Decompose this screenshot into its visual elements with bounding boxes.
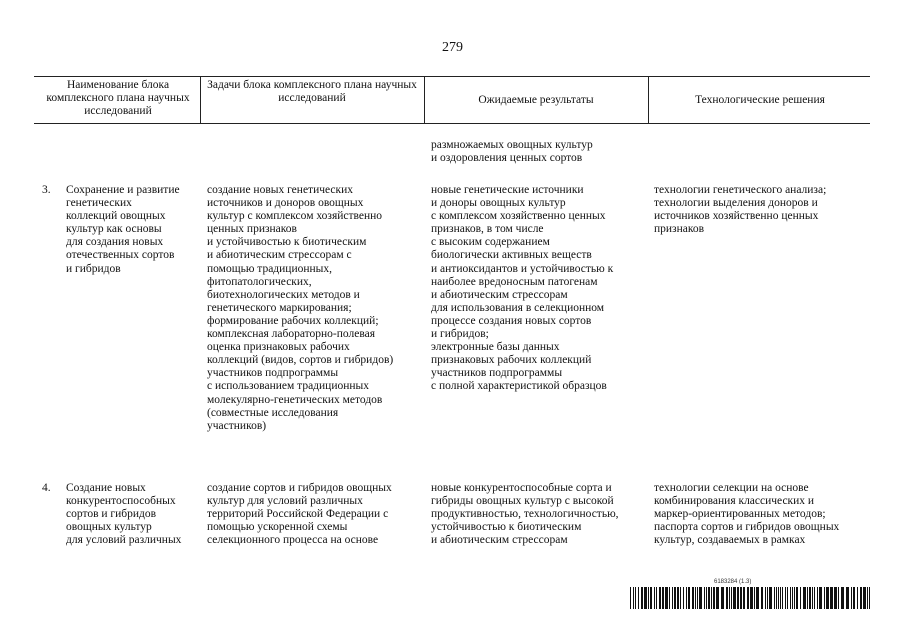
row-number: 3. [42,184,51,196]
header-block-name: Наименование блока комплексного плана научных исследований [46,79,190,117]
row-block-name: Сохранение и развитие генетических коллекций овощных культур как основы для создания новых отечественных сортов и гибридов [66,184,180,275]
barcode-label: 6183284 (1.3) [714,579,752,585]
barcode-icon [630,587,870,609]
header-block-tasks: Задачи блока комплексного плана научных исследований [207,79,417,104]
column-divider [648,76,649,123]
column-divider [200,76,201,123]
header-expected-results: Ожидаемые результаты [478,94,594,106]
table-header-bottom-border [34,123,870,124]
row-expected-results: новые генетические источники и доноры овощных культур с комплексом хозяйственно ценных признаков, в том числе с высоким содержанием биологически активных веществ и антиоксидантов и устойчивостью к наиболее вредоносным патогенам и абиотическим стрессорам для использования в селекционном процессе создания новых сортов и гибридов; электронные базы данных признаковых рабочих коллекций участников подпрограммы с полной характеристикой образцов [431,184,614,393]
page-number: 279 [442,40,463,55]
row-number: 4. [42,482,51,494]
row-block-tasks: создание новых генетических источников и доноров овощных культур с комплексом хозяйственно ценных признаков и устойчивостью к биотическим и абиотическим стрессорам с помощью традиционных, фитопатологических, биотехнологических методов и генетического маркирования; формирование рабочих коллекций; комплексная лабораторно-полевая оценка признаковых рабочих коллекций (видов, сортов и гибридов) участников подпрограммы с использованием традиционных молекулярно-генетических методов (совместные исследования участников) [207,184,394,432]
continuation-results: размножаемых овощных культур и оздоровления ценных сортов [431,139,593,165]
row-expected-results: новые конкурентоспособные сорта и гибриды овощных культур с высокой продуктивностью, технологичностью, устойчивостью к биотическим и абиотическим стрессорам [431,482,619,547]
row-block-name: Создание новых конкурентоспособных сортов и гибридов овощных культур для условий различных [66,482,182,547]
row-tech-solutions: технологии селекции на основе комбинирования классических и маркер-ориентированных методов; паспорта сортов и гибридов овощных культур, создаваемых в рамках [654,482,840,547]
row-tech-solutions: технологии генетического анализа; технологии выделения доноров и источников хозяйственно ценных признаков [654,184,827,236]
column-divider [424,76,425,123]
header-tech-solutions: Технологические решения [695,94,825,106]
table-top-border [34,76,870,77]
row-block-tasks: создание сортов и гибридов овощных культур для условий различных территорий Российской Федерации с помощью ускоренной схемы селекционного процесса на основе [207,482,392,547]
